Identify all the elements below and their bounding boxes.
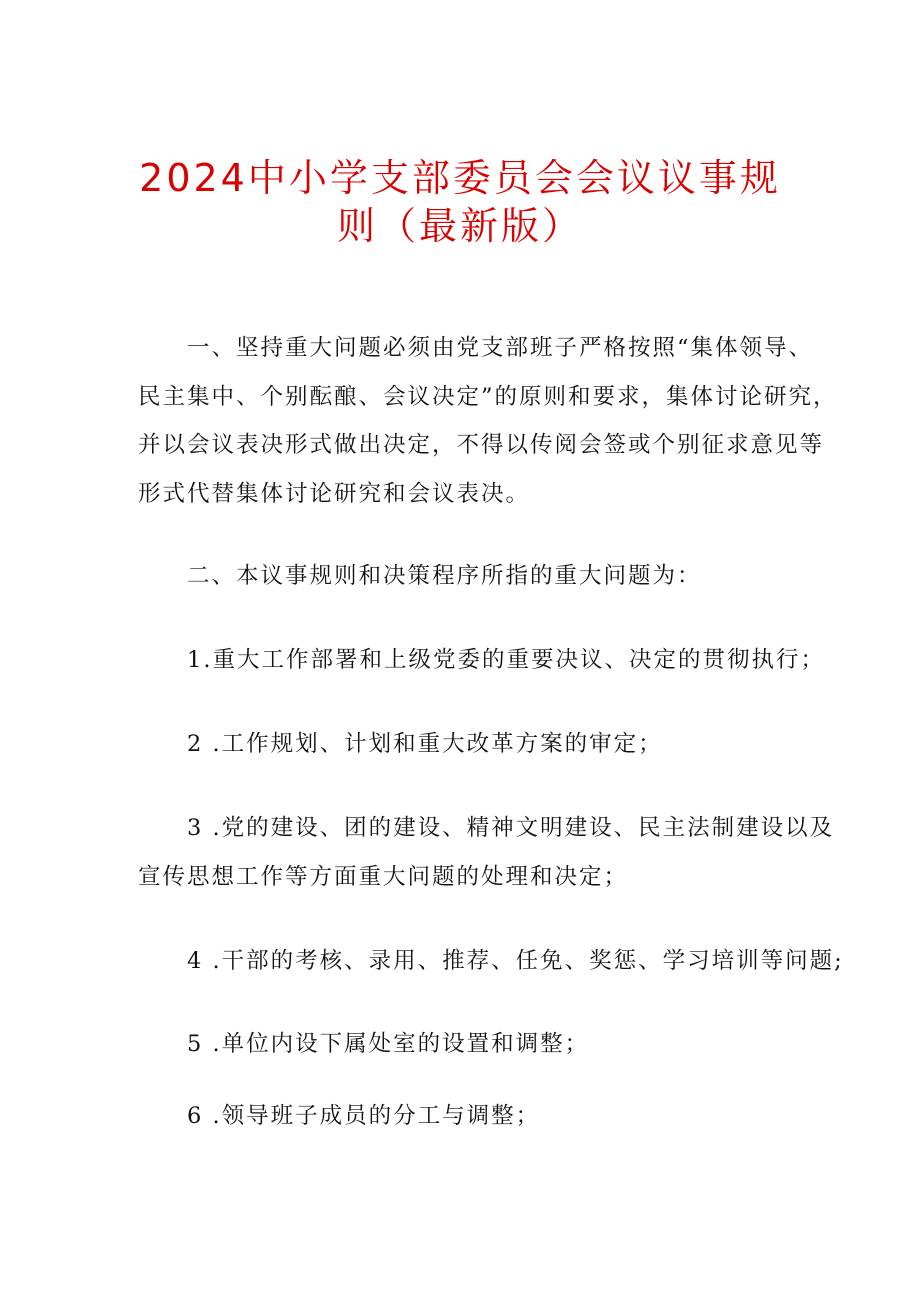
document-title-line-1: 2024中小学支部委员会会议议事规: [139, 156, 781, 200]
paragraph-line: 并以会议表决形式做出决定，不得以传阅会签或个别征求意见等: [138, 432, 825, 458]
list-item-6: [138, 1092, 798, 1141]
paragraph-line: 3 .党的建设、团的建设、精神文明建设、民主法制建设以及: [187, 815, 835, 841]
paragraph-line: 形式代替集体讨论研究和会议表决。: [138, 480, 531, 507]
paragraph-line: 6 .领导班子成员的分工与调整；: [187, 1103, 541, 1129]
list-item-5: [138, 1020, 798, 1069]
list-item-4: [138, 937, 844, 986]
paragraph-1: [138, 324, 838, 518]
paragraph-line: 二、本议事规则和决策程序所指的重大问题为：: [187, 563, 702, 589]
paragraph-line: 1.重大工作部署和上级党委的重要决议、决定的贯彻执行；: [187, 647, 825, 673]
paragraph-line: 2 .工作规划、计划和重大改革方案的审定；: [187, 731, 663, 757]
paragraph-line: 一、坚持重大问题必须由党支部班子严格按照“集体领导、: [187, 335, 814, 361]
paragraph-2: [138, 552, 798, 601]
paragraph-line: 4 .干部的考核、录用、推荐、任免、奖惩、学习培训等问题;: [187, 948, 844, 974]
list-item-2: [138, 720, 798, 769]
document-title-line-2: 则（最新版）: [336, 204, 583, 248]
paragraph-line: 民主集中、个别酝酿、会议决定”的原则和要求，集体讨论研究，: [138, 383, 838, 410]
paragraph-line: 5 .单位内设下属处室的设置和调整；: [187, 1031, 590, 1057]
paragraph-line: 宣传思想工作等方面重大问题的处理和决定；: [138, 863, 629, 890]
list-item-3: [138, 804, 835, 901]
list-item-1: [138, 636, 825, 685]
